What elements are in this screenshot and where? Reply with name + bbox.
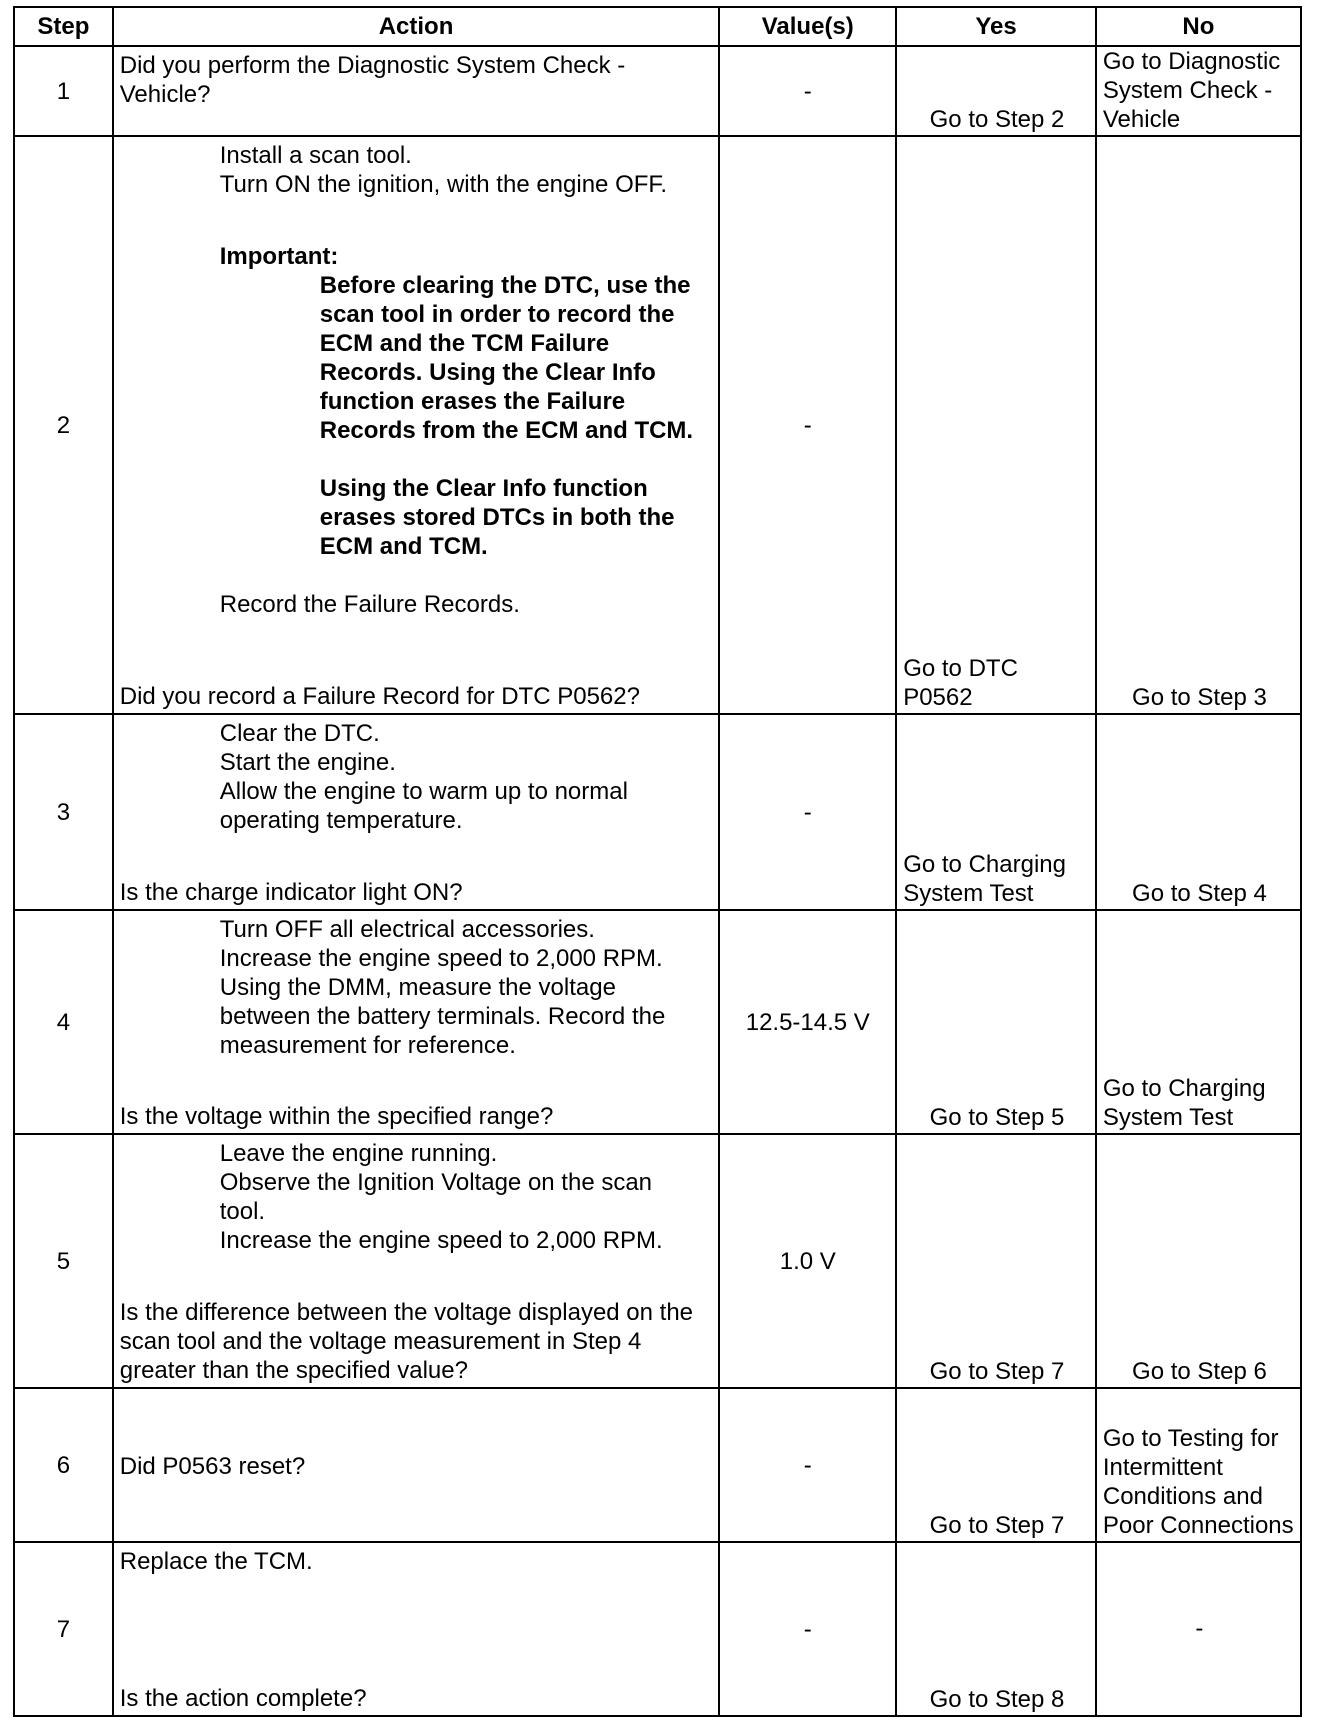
value-cell: -: [719, 136, 896, 714]
important-label: Important:: [219, 243, 339, 270]
instruction: Using the DMM, measure the voltage between the battery terminals. Record the measurement for reference.: [219, 974, 666, 1059]
yes-cell: Go to Step 7: [896, 1388, 1096, 1542]
no-cell: -: [1096, 1542, 1301, 1716]
action-cell: [113, 714, 720, 910]
value-cell: 1.0 V: [719, 1134, 896, 1388]
action-cell: [113, 46, 720, 136]
no-cell: Go to Step 3: [1096, 136, 1301, 714]
action-cell: [113, 1134, 720, 1388]
instruction: Increase the engine speed to 2,000 RPM.: [219, 945, 663, 972]
no-cell: Go to Testing for Intermittent Conditions and Poor Connections: [1096, 1388, 1301, 1542]
instruction: Clear the DTC.: [219, 720, 380, 747]
step-number: 2: [14, 136, 113, 714]
action-cell: [113, 910, 720, 1134]
header-no: No: [1096, 7, 1301, 46]
table-row: [14, 1542, 1301, 1716]
step-number: 4: [14, 910, 113, 1134]
instruction: Leave the engine running.: [219, 1140, 498, 1167]
table-row: [14, 136, 1301, 714]
instruction: Start the engine.: [219, 749, 396, 776]
action-question: Did you record a Failure Record for DTC P0562?: [119, 683, 640, 710]
yes-cell: Go to Step 5: [896, 910, 1096, 1134]
instruction: Turn OFF all electrical accessories.: [219, 916, 595, 943]
step-number: 5: [14, 1134, 113, 1388]
value-cell: -: [719, 1542, 896, 1716]
instruction: Record the Failure Records.: [219, 591, 520, 618]
action-cell: [113, 136, 720, 714]
yes-cell: Go to Charging System Test: [896, 714, 1096, 910]
action-question: Is the voltage within the specified range?: [119, 1103, 554, 1130]
value-cell: -: [719, 46, 896, 136]
no-cell: Go to Step 4: [1096, 714, 1301, 910]
action-question: Is the charge indicator light ON?: [119, 879, 463, 906]
action-question: Did P0563 reset?: [119, 1452, 306, 1480]
value-cell: 12.5-14.5 V: [719, 910, 896, 1134]
table-row: [14, 1388, 1301, 1542]
diagnostic-table: [13, 6, 1302, 1717]
step-number: 6: [14, 1388, 113, 1542]
action-question: Is the action complete?: [119, 1685, 367, 1712]
header-yes: Yes: [896, 7, 1096, 46]
instruction: Install a scan tool.: [219, 142, 412, 169]
value-cell: -: [719, 1388, 896, 1542]
action-cell: [113, 1388, 720, 1542]
table-row: [14, 1134, 1301, 1388]
header-row: [14, 7, 1301, 46]
action-cell: [113, 1542, 720, 1716]
step-number: 1: [14, 46, 113, 136]
header-values: Value(s): [719, 7, 896, 46]
yes-cell: Go to Step 8: [896, 1542, 1096, 1716]
action-question: Did you perform the Diagnostic System Check - Vehicle?: [119, 52, 626, 108]
no-cell: Go to Diagnostic System Check - Vehicle: [1096, 46, 1301, 136]
action-question: Is the difference between the voltage displayed on the scan tool and the voltage measurement in Step 4 greater than the specified value?: [119, 1299, 694, 1384]
yes-cell: Go to Step 2: [896, 46, 1096, 136]
step-number: 7: [14, 1542, 113, 1716]
table-row: [14, 910, 1301, 1134]
table-row: [14, 46, 1301, 136]
yes-cell: Go to Step 7: [896, 1134, 1096, 1388]
header-step: Step: [14, 7, 113, 46]
yes-cell: Go to DTC P0562: [896, 136, 1096, 714]
instruction: Turn ON the ignition, with the engine OFF.: [219, 171, 668, 198]
no-cell: Go to Charging System Test: [1096, 910, 1301, 1134]
table-row: [14, 714, 1301, 910]
instruction: Observe the Ignition Voltage on the scan tool.: [219, 1169, 653, 1225]
important-note: Using the Clear Info function erases stored DTCs in both the ECM and TCM.: [319, 475, 675, 560]
instruction: Allow the engine to warm up to normal operating temperature.: [219, 778, 628, 834]
instruction: Increase the engine speed to 2,000 RPM.: [219, 1227, 663, 1254]
header-action: Action: [113, 7, 720, 46]
step-number: 3: [14, 714, 113, 910]
instruction: Replace the TCM.: [119, 1548, 313, 1575]
no-cell: Go to Step 6: [1096, 1134, 1301, 1388]
important-note: Before clearing the DTC, use the scan tool in order to record the ECM and the TCM Failure Records. Using the Clear Info function erases the Failure Records from the ECM and TCM.: [319, 272, 694, 444]
value-cell: -: [719, 714, 896, 910]
